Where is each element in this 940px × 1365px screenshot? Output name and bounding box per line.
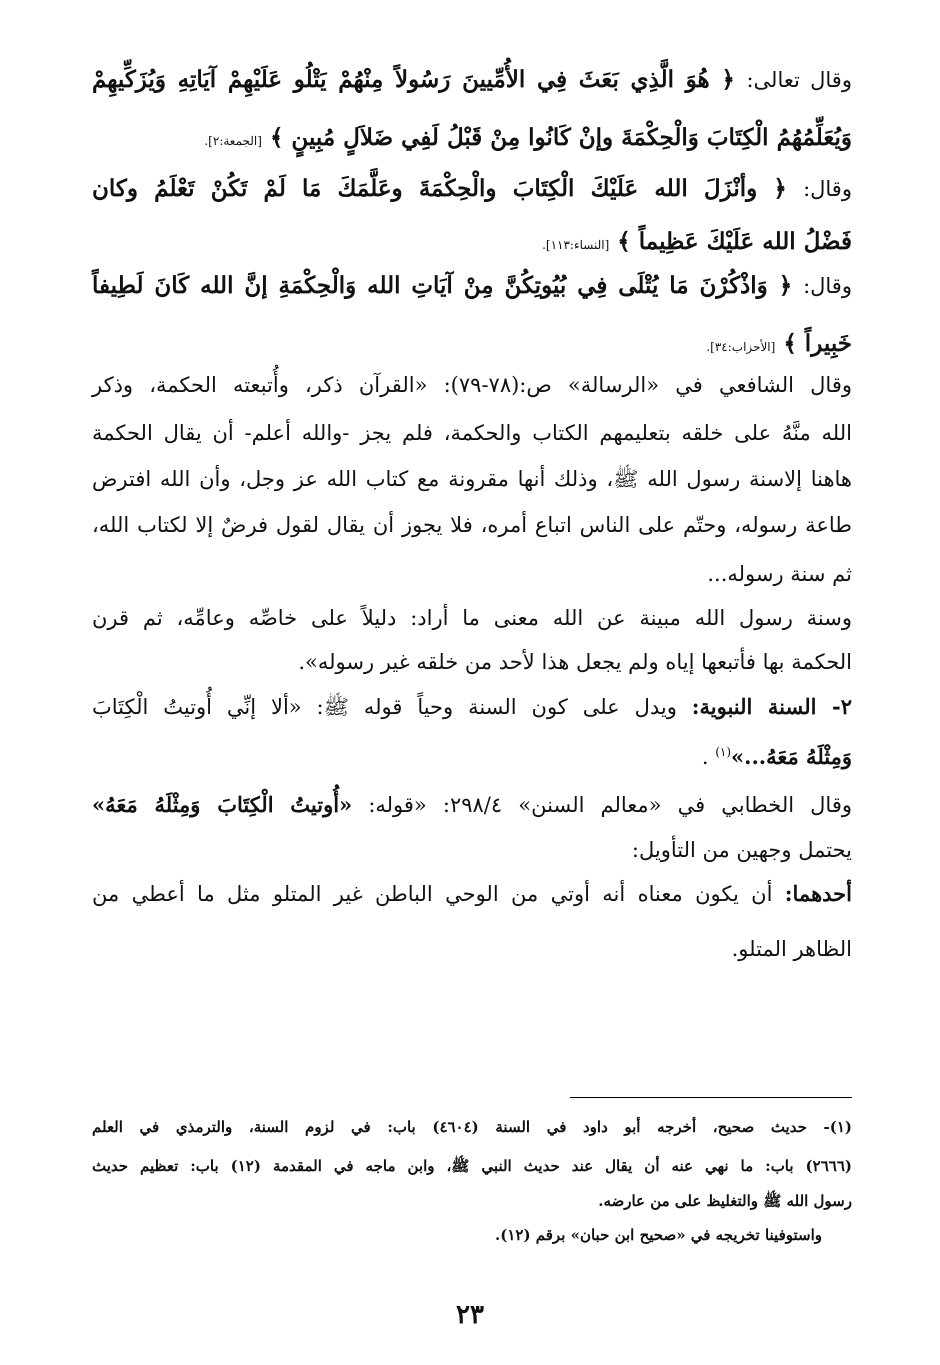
verse-line-6: خَبِيراً ﴾ [الأحزاب:٣٤]. <box>706 330 852 357</box>
sunnah-para-line-1: وسنة رسول الله مبينة عن الله معنى ما أراد: دليلاً على خاصِّه وعامِّه، ثم قرن <box>92 606 852 630</box>
khattabi-line: وقال الخطابي في «معالم السنن» ٢٩٨/٤: «قوله: «أُوتيتُ الْكِتَابَ وَمِثْلَهُ مَعَهُ» <box>92 792 853 817</box>
footnote-divider <box>570 1097 852 1098</box>
section-heading-line: ٢- السنة النبوية: ويدل على كون السنة وحياً قوله ﷺ: «ألا إنِّي أُوتيتُ الْكِتَابَ <box>92 694 853 719</box>
verse-line-3: وقال: ﴿ وأنْزَلَ الله عَلَيْكَ الْكِتَابَ والْحِكْمَةَ وعَلَّمَكَ مَا لَمْ تَكُنْ تَعْلَمُ وكان <box>92 175 852 202</box>
sunnah-para-line-2: الحكمة بها فأتبعها إياه ولم يجعل هذا لأحد من خلقه غير رسوله». <box>298 650 852 674</box>
shafii-quote-line-5: ثم سنة رسوله... <box>707 562 852 586</box>
footnote-line-4: واستوفينا تخريجه في «صحيح ابن حبان» برقم (١٢). <box>495 1226 822 1244</box>
interpretation-intro: يحتمل وجهين من التأويل: <box>631 838 852 862</box>
verse-line-4: فَضْلُ الله عَلَيْكَ عَظِيماً ﴾ [النساء:١١٣]. <box>542 228 852 255</box>
shafii-quote-line-4: طاعة رسوله، وحتّم على الناس اتباع أمره، فلا يجوز أن يقال لقول فرضٌ إلا لكتاب الله، <box>92 513 852 537</box>
shafii-quote-line-1: وقال الشافعي في «الرسالة» ص:(٧٨-٧٩): «القرآن ذكر، وأُتبعته الحكمة، وذكر <box>92 373 852 397</box>
section-heading: ٢- السنة النبوية: <box>691 694 853 719</box>
shafii-quote-line-2: الله منَّهُ على خلقه بتعليمهم الكتاب والحكمة، فلم يجز -والله أعلم- أن يقال الحكمة <box>92 421 852 445</box>
hadith-continuation: وَمِثْلَهُ مَعَهُ...»$^{(١)}$ . <box>701 744 852 769</box>
footnote-marker: (١) <box>715 745 732 759</box>
page-number: ٢٣ <box>456 1300 484 1330</box>
verse-line-1: وقال تعالى: ﴿ هُوَ الَّذِي بَعَثَ فِي الأُمِّيينَ رَسُولاً مِنْهُمْ يَتْلُو عَلَيْهِمْ آيَاتِهِ وَيُزَكِّيهِمْ <box>92 66 852 93</box>
first-interpretation-line-2: الظاهر المتلو. <box>731 937 852 961</box>
footnote-line-1: (١)- حديث صحيح، أخرجه أبو داود في السنة (٤٦٠٤) باب: في لزوم السنة، والترمذي في العلم <box>92 1118 852 1136</box>
first-interpretation-line-1: أحدهما: أن يكون معناه أنه أوتي من الوحي الباطن غير المتلو مثل ما أعطي من <box>92 881 852 906</box>
footnote-line-3: رسول الله ﷺ والتغليظ على من عارضه. <box>598 1192 852 1210</box>
verse-line-5: وقال: ﴿ وَاذْكُرْنَ مَا يُتْلَى فِي بُيُوتِكُنَّ مِنْ آيَاتِ الله وَالْحِكْمَةِ إنَّ الله كَانَ لَطِيفاً <box>92 272 852 299</box>
footnote-line-2: (٢٦٦٦) باب: ما نهي عنه أن يقال عند حديث النبي ﷺ، وابن ماجه في المقدمة (١٢) باب: تعظيم حديث <box>92 1157 852 1175</box>
shafii-quote-line-3: هاهنا إلاسنة رسول الله ﷺ، وذلك أنها مقرونة مع كتاب الله عز وجل، وأن الله افترض <box>92 467 852 491</box>
verse-line-2: وَيُعَلِّمُهُمُ الْكِتَابَ وَالْحِكْمَةَ وإنْ كَانُوا مِنْ قَبْلُ لَفِي ضَلاَلٍ مُبِينٍ ﴾ [الجمعة:٢]. <box>204 124 852 151</box>
